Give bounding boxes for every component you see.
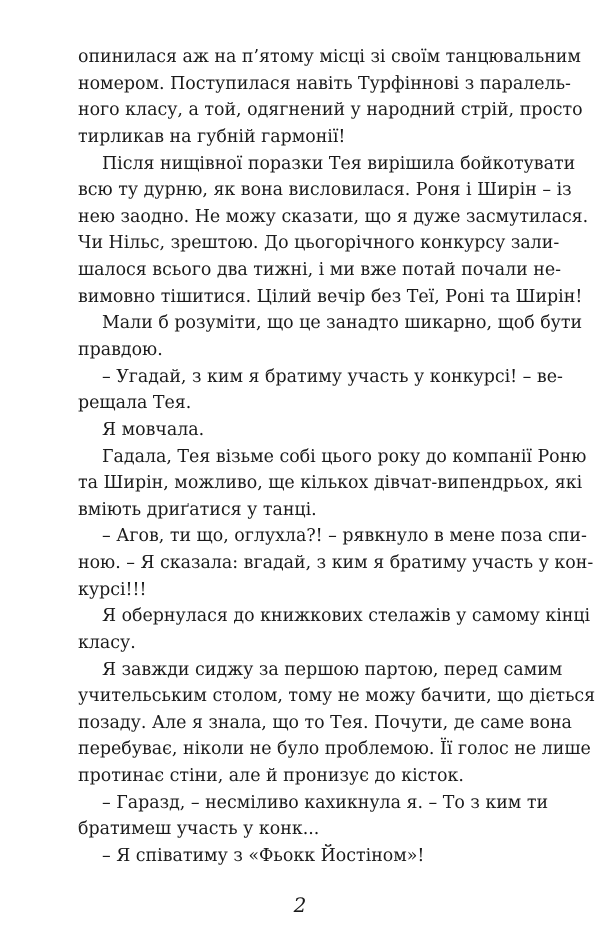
text-line: позаду. Але я знала, що то Тея. Почути, де саме вона: [78, 712, 572, 733]
text-line: опинилася аж на п’ятому місці зі своїм танцювальним: [78, 47, 581, 67]
text-line: та Ширін, можливо, ще кількох дівчат-випендрьох, які: [78, 473, 583, 494]
text-line: нею заодно. Не можу сказати, що я дуже засмутилася.: [78, 206, 589, 227]
text-line: братимеш участь у конк...: [78, 819, 320, 840]
text-line: Гадала, Тея візьме собі цього року до компанії Роню: [102, 446, 587, 467]
text-line: Чи Нільс, зрештою. До цьогорічного конкурсу зали-: [78, 233, 560, 254]
text-line: Після нищівної поразки Тея вирішила бойкотувати: [102, 153, 576, 174]
text-line: шалося всього два тижні, і ми вже потай почали не-: [78, 260, 562, 281]
text-line: ною. – Я сказала: вгадай, з ким я братиму участь у кон-: [78, 553, 594, 574]
text-line: – Угадай, з ким я братиму участь у конкурсі! – ве-: [102, 366, 563, 387]
text-line: Я завжди сиджу за першою партою, перед самим: [102, 659, 563, 680]
text-line: – Гаразд, – несміливо кахикнула я. – То з ким ти: [102, 792, 549, 813]
text-line: правдою.: [78, 339, 163, 360]
text-line: учительським столом, тому не можу бачити, що діється: [78, 686, 596, 707]
text-line: Я мовчала.: [102, 419, 205, 440]
text-line: вимовно тішитися. Цілий вечір без Теї, Роні та Ширін!: [78, 286, 583, 307]
text-line: вміють дриґатися у танці.: [78, 499, 317, 520]
text-line: рещала Тея.: [78, 393, 192, 414]
text-line: Я обернулася до книжкових стелажів у самому кінці: [102, 606, 591, 627]
text-line: тирликав на губній гармонії!: [78, 126, 346, 147]
text-line: Мали б розуміти, що це занадто шикарно, щоб бути: [102, 313, 583, 334]
text-line: всю ту дурню, як вона висловилася. Роня і Ширін – із: [78, 180, 572, 201]
text-line: номером. Поступилася навіть Турфіннові з паралель-: [78, 73, 571, 94]
text-line: курсі!!!: [78, 579, 147, 600]
text-line: – Я співатиму з «Фьокк Йостіном»!: [102, 846, 425, 866]
text-line: класу.: [78, 632, 136, 653]
text-line: – Агов, ти що, оглухла?! – рявкнуло в мене поза спи-: [102, 526, 587, 547]
text-line: перебуває, ніколи не було проблемою. Її голос не лише: [78, 739, 591, 760]
page-number: 2: [293, 893, 307, 917]
text-line: ного класу, а той, одягнений у народний стрій, просто: [78, 100, 583, 121]
text-line: протинає стіни, але й пронизує до кісток.: [78, 766, 464, 787]
